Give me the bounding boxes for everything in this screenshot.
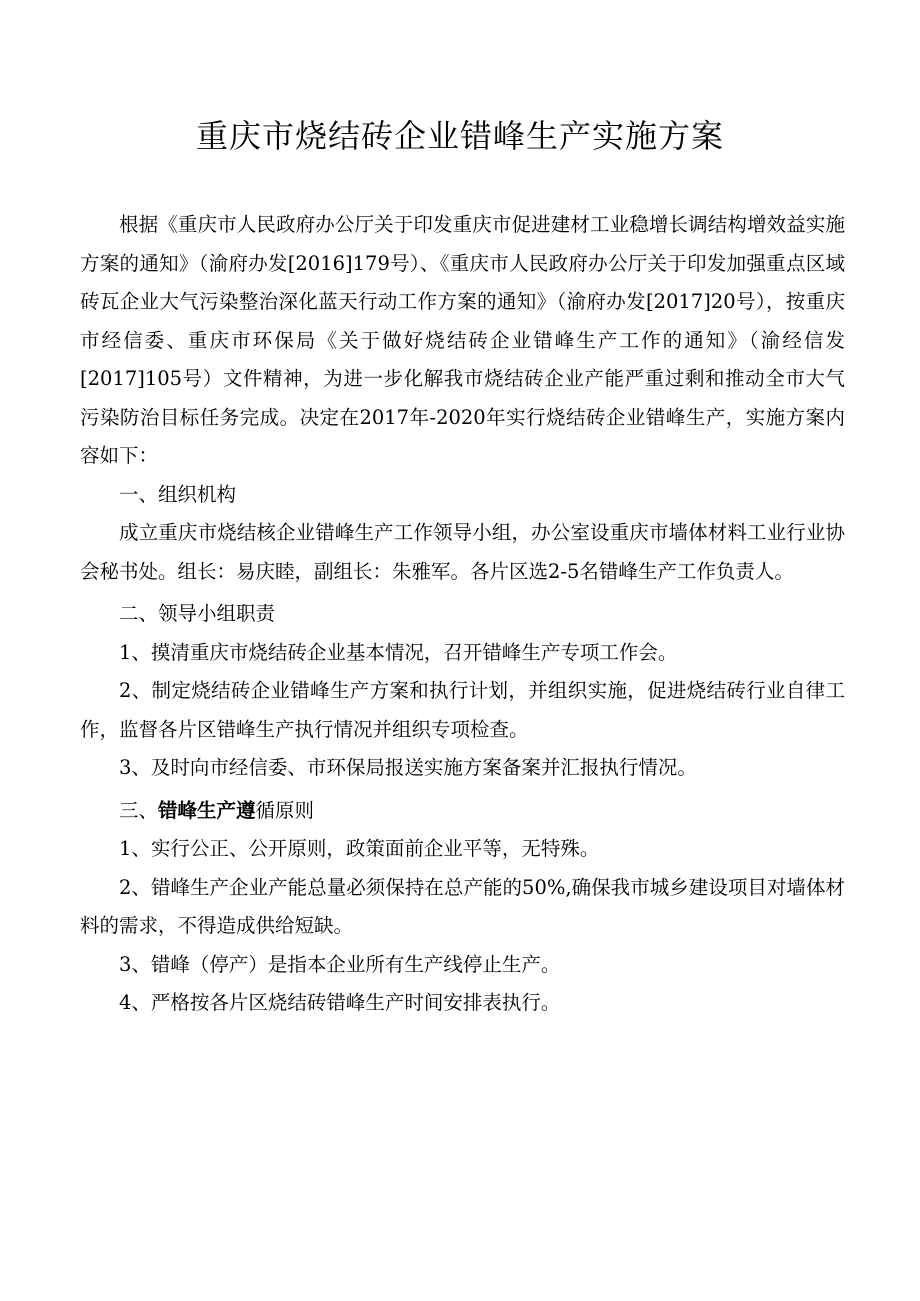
document-body	[80, 206, 845, 1023]
section-3-heading-suffix: 循原则	[255, 798, 315, 822]
section-3-heading-prefix: 三、	[119, 798, 159, 822]
section-1-paragraph: 成立重庆市烧结核企业错峰生产工作领导小组，办公室设重庆市墙体材料工业行业协会秘书处。组长：易庆睦，副组长：朱雅军。各片区选2-5名错峰生产工作负责人。	[80, 521, 845, 583]
section-2-item-1: 1、摸清重庆市烧结砖企业基本情况，召开错峰生产专项工作会。	[119, 640, 678, 664]
section-3-item-3: 3、错峰（停产）是指本企业所有生产线停止生产。	[119, 952, 561, 976]
section-2-heading: 二、领导小组职责	[119, 602, 276, 625]
intro-paragraph: 根据《重庆市人民政府办公厅关于印发重庆市促进建材工业稳增长调结构增效益实施方案的通知》（渝府办发[2016]179号）、《重庆市人民政府办公厅关于印发加强重点区域砖瓦企业大气污染整治深化蓝天行动工作方案的通知》（渝府办发[2017]20号），按重庆市经信委、重庆市环保局《关于做好烧结砖企业错峰生产工作的通知》（渝经信发[2017]105号）文件精神，为进一步化解我市烧结砖企业产能严重过剩和推动全市大气污染防治目标任务完成。决定在2017年-2020年实行烧结砖企业错峰生产，实施方案内容如下：	[80, 213, 845, 467]
section-2-item-2: 2、制定烧结砖企业错峰生产方案和执行计划，并组织实施，促进烧结砖行业自律工作，监督各片区错峰生产执行情况并组织专项检查。	[80, 679, 845, 741]
section-3-heading	[80, 792, 845, 831]
section-3-heading-bold: 错峰生产遵	[158, 798, 256, 822]
document-title: 重庆市烧结砖企业错峰生产实施方案	[195, 117, 724, 155]
section-3-item-1: 1、实行公正、公开原则，政策面前企业平等，无特殊。	[119, 837, 600, 860]
section-3-item-2: 2、错峰生产企业产能总量必须保持在总产能的50%,确保我市城乡建设项目对墙体材料的需求，不得造成供给短缺。	[80, 875, 845, 937]
section-3-item-4: 4、严格按各片区烧结砖错峰生产时间安排表执行。	[119, 991, 561, 1014]
section-2-item-3: 3、及时向市经信委、市环保局报送实施方案备案并汇报执行情况。	[119, 756, 697, 779]
section-1-heading: 一、组织机构	[119, 482, 237, 506]
